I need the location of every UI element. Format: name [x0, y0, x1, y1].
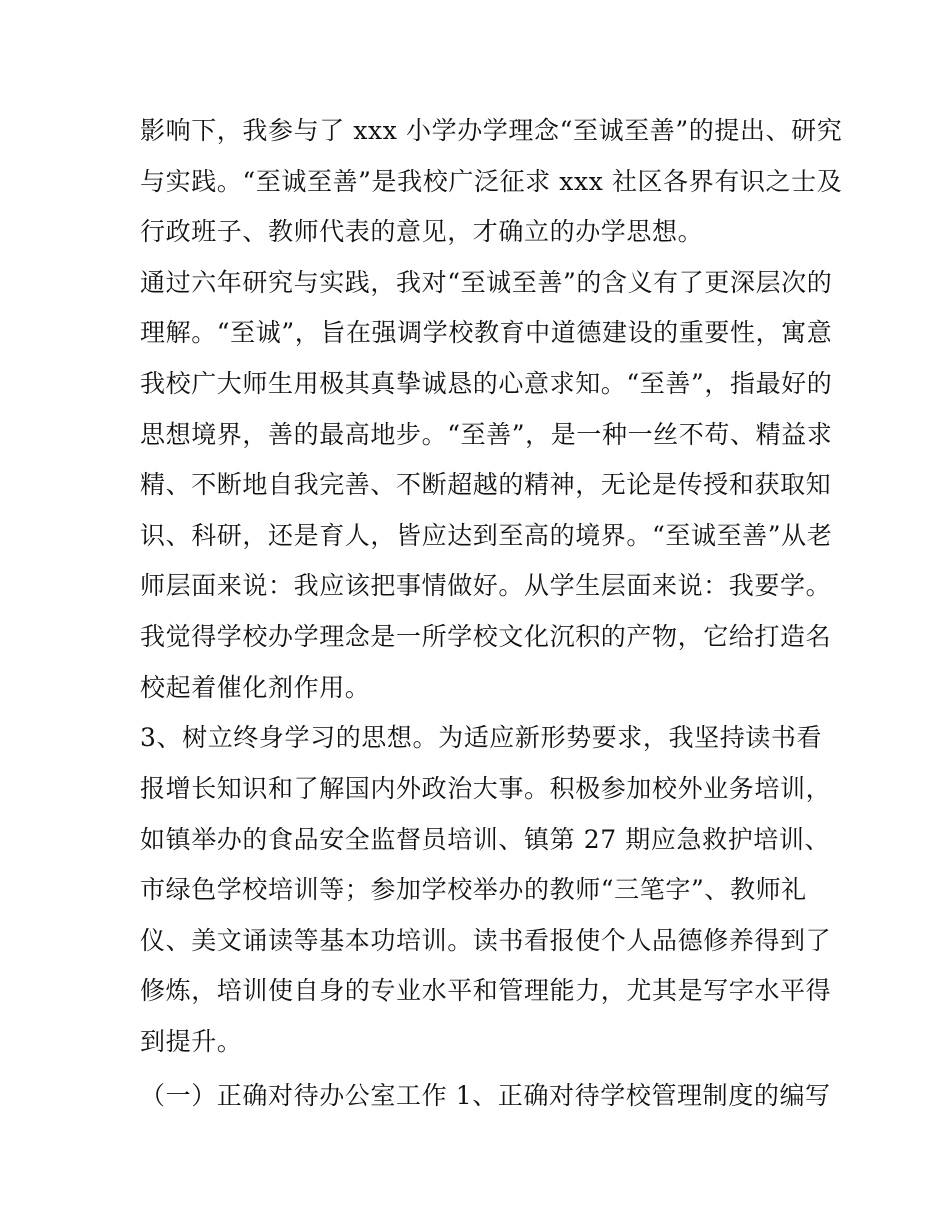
text-line: 市绿色学校培训等；参加学校举办的教师“三笔字”、教师礼 [140, 875, 807, 904]
text-line: 识、科研，还是育人，皆应达到至高的境界。“至诚至善”从老 [140, 521, 833, 550]
text-line: 校起着催化剂作用。 [140, 673, 371, 702]
text-line: 报增长知识和了解国内外政治大事。积极参加校外业务培训， [140, 774, 832, 803]
text-line: 师层面来说：我应该把事情做好。从学生层面来说：我要学。 [140, 571, 832, 600]
text-line: 到提升。 [140, 1027, 243, 1056]
text-line: 通过六年研究与实践，我对“至诚至善”的含义有了更深层次的 [140, 268, 833, 297]
text-line: 理解。“至诚”，旨在强调学校教育中道德建设的重要性，寓意 [140, 318, 833, 347]
text-line: （一）正确对待办公室工作 1、正确对待学校管理制度的编写 [140, 1081, 831, 1110]
text-line: 如镇举办的食品安全监督员培训、镇第 27 期应急救护培训、 [140, 825, 831, 854]
text-line: 我觉得学校办学理念是一所学校文化沉积的产物，它给打造名 [140, 622, 832, 651]
text-line: 思想境界，善的最高地步。“至善”，是一种一丝不苟、精益求 [140, 420, 833, 449]
text-line: 行政班子、教师代表的意见，才确立的办学思想。 [140, 217, 704, 246]
text-line: 修炼，培训使自身的专业水平和管理能力，尤其是写字水平得 [140, 976, 832, 1005]
text-line: 影响下，我参与了 xxx 小学办学理念“至诚至善”的提出、研究 [140, 116, 843, 145]
text-line: 精、不断地自我完善、不断超越的精神，无论是传授和获取知 [140, 470, 832, 499]
text-line: 与实践。“至诚至善”是我校广泛征求 xxx 社区各界有识之士及 [140, 167, 843, 196]
text-line: 仪、美文诵读等基本功培训。读书看报使个人品德修养得到了 [140, 926, 832, 955]
text-line: 3、树立终身学习的思想。为适应新形势要求，我坚持读书看 [140, 723, 823, 752]
text-line: 我校广大师生用极其真挚诚恳的心意求知。“至善”，指最好的 [140, 369, 833, 398]
